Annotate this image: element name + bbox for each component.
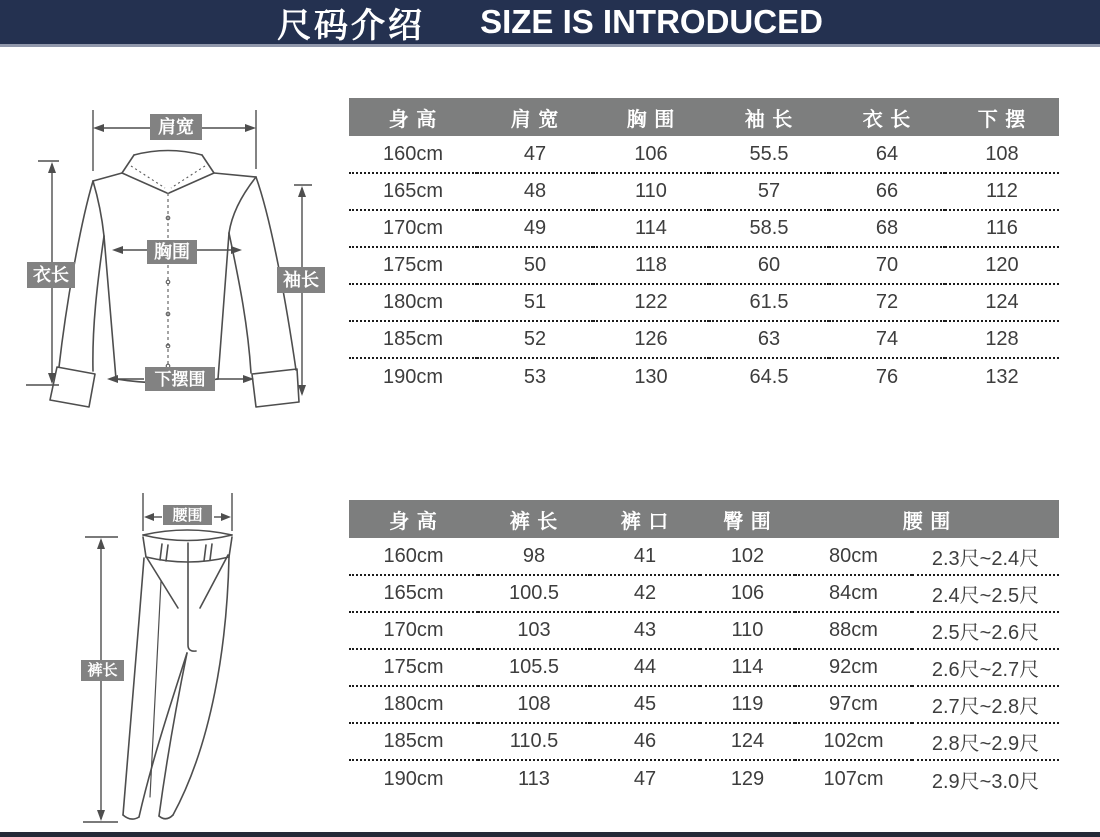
- size-row: [349, 284, 1059, 321]
- size-cell: 58.5: [709, 210, 829, 247]
- size-cell: 190cm: [383, 767, 444, 790]
- size-cell: 165cm: [349, 173, 477, 210]
- size-row: [349, 358, 1059, 395]
- shirt-table-header-row: [349, 98, 1059, 136]
- shirt-placket: [131, 166, 205, 380]
- size-cell: 64.5: [749, 365, 789, 388]
- column-header: 袖 长: [709, 98, 829, 136]
- size-cell: 124: [945, 284, 1059, 321]
- size-row: [349, 247, 1059, 284]
- size-cell: 120: [945, 247, 1059, 284]
- pants-table-body: [349, 538, 1059, 797]
- size-cell: 60: [709, 247, 829, 284]
- shirt-table-body: [349, 136, 1059, 395]
- banner-title-english: SIZE IS INTRODUCED: [480, 3, 823, 40]
- size-cell: 52: [477, 321, 593, 358]
- size-cell: 2.9尺~3.0尺: [931, 770, 1040, 793]
- size-cell: 110: [700, 612, 795, 649]
- size-cell: 46: [590, 723, 700, 760]
- size-cell: 190cm: [382, 365, 444, 388]
- size-cell: 42: [590, 575, 700, 612]
- column-header: 胸 围: [593, 98, 709, 136]
- size-cell: 118: [593, 247, 709, 284]
- size-cell: 61.5: [709, 284, 829, 321]
- size-cell: 47: [633, 767, 657, 790]
- size-row: [349, 538, 1059, 575]
- size-cell: 48: [477, 173, 593, 210]
- size-cell: 114: [700, 649, 795, 686]
- size-cell: 72: [829, 284, 945, 321]
- size-cell: 2.8尺~2.9尺: [912, 723, 1059, 760]
- size-cell: 98: [478, 538, 590, 575]
- size-cell: 124: [700, 723, 795, 760]
- pants-outline: [123, 530, 232, 819]
- size-cell: 43: [590, 612, 700, 649]
- size-cell: 66: [829, 173, 945, 210]
- size-cell: 119: [700, 686, 795, 723]
- size-cell: 76: [875, 365, 899, 388]
- size-cell: 110.5: [478, 723, 590, 760]
- size-row: [349, 612, 1059, 649]
- size-cell: 126: [593, 321, 709, 358]
- size-cell: 108: [945, 136, 1059, 173]
- size-cell: 160cm: [349, 136, 477, 173]
- size-cell: 74: [829, 321, 945, 358]
- size-cell: 185cm: [349, 321, 477, 358]
- size-row: [349, 686, 1059, 723]
- size-cell: 2.3尺~2.4尺: [912, 538, 1059, 575]
- waist-label: 腰围: [163, 505, 212, 525]
- size-cell: 180cm: [349, 284, 477, 321]
- size-cell: 128: [945, 321, 1059, 358]
- size-row: [349, 760, 1059, 797]
- size-row: [349, 210, 1059, 247]
- bottom-bar: [0, 832, 1100, 837]
- size-cell: 92cm: [795, 649, 912, 686]
- banner-title-chinese: 尺码介绍: [277, 6, 426, 45]
- size-cell: 107cm: [823, 767, 884, 790]
- size-cell: 110: [593, 173, 709, 210]
- column-header: 身 高: [349, 98, 477, 136]
- size-row: [349, 575, 1059, 612]
- size-cell: 103: [478, 612, 590, 649]
- size-cell: 2.7尺~2.8尺: [912, 686, 1059, 723]
- size-cell: 112: [945, 173, 1059, 210]
- shoulder-width-label: 肩宽: [150, 114, 202, 140]
- size-cell: 108: [478, 686, 590, 723]
- size-cell: 170cm: [349, 210, 477, 247]
- size-cell: 100.5: [478, 575, 590, 612]
- size-cell: 97cm: [795, 686, 912, 723]
- size-cell: 55.5: [709, 136, 829, 173]
- column-header: 裤 长: [478, 500, 590, 538]
- size-cell: 165cm: [349, 575, 478, 612]
- column-header: 衣 长: [829, 98, 945, 136]
- size-cell: 44: [590, 649, 700, 686]
- column-header: 肩 宽: [477, 98, 593, 136]
- size-cell: 116: [945, 210, 1059, 247]
- size-row: [349, 321, 1059, 358]
- size-cell: 2.4尺~2.5尺: [912, 575, 1059, 612]
- size-cell: 102: [700, 538, 795, 575]
- sleeve-length-label: 袖长: [277, 267, 325, 293]
- column-header: 裤 口: [590, 500, 700, 538]
- pants-size-table: [349, 500, 1059, 797]
- size-cell: 80cm: [795, 538, 912, 575]
- size-cell: 70: [829, 247, 945, 284]
- hem-width-label: 下摆围: [145, 367, 215, 391]
- size-row: [349, 136, 1059, 173]
- size-cell: 49: [477, 210, 593, 247]
- size-row: [349, 649, 1059, 686]
- size-cell: 132: [985, 365, 1019, 388]
- size-cell: 175cm: [349, 649, 478, 686]
- size-cell: 50: [477, 247, 593, 284]
- size-cell: 129: [730, 767, 765, 790]
- size-cell: 106: [700, 575, 795, 612]
- size-cell: 180cm: [349, 686, 478, 723]
- size-cell: 122: [593, 284, 709, 321]
- size-cell: 130: [634, 365, 668, 388]
- column-header: 身 高: [349, 500, 478, 538]
- size-cell: 64: [829, 136, 945, 173]
- pants-table-header-row: [349, 500, 1059, 538]
- size-cell: 88cm: [795, 612, 912, 649]
- size-row: [349, 173, 1059, 210]
- size-cell: 170cm: [349, 612, 478, 649]
- size-cell: 84cm: [795, 575, 912, 612]
- size-cell: 57: [709, 173, 829, 210]
- garment-length-label: 衣长: [27, 262, 75, 288]
- column-header: 腰 围: [795, 500, 1059, 538]
- size-cell: 45: [590, 686, 700, 723]
- size-cell: 53: [523, 365, 547, 388]
- size-cell: 185cm: [349, 723, 478, 760]
- size-cell: 68: [829, 210, 945, 247]
- column-header: 臀 围: [700, 500, 795, 538]
- column-header: 下 摆: [945, 98, 1059, 136]
- pant-length-label: 裤长: [81, 660, 124, 681]
- size-cell: 114: [593, 210, 709, 247]
- size-cell: 106: [593, 136, 709, 173]
- size-cell: 113: [518, 767, 550, 790]
- size-cell: 105.5: [478, 649, 590, 686]
- size-row: [349, 723, 1059, 760]
- shirt-size-table: [349, 98, 1059, 395]
- size-cell: 175cm: [349, 247, 477, 284]
- size-cell: 160cm: [349, 538, 478, 575]
- banner: [0, 0, 1100, 47]
- size-cell: 102cm: [795, 723, 912, 760]
- size-cell: 41: [590, 538, 700, 575]
- size-cell: 63: [709, 321, 829, 358]
- size-cell: 2.5尺~2.6尺: [912, 612, 1059, 649]
- size-cell: 51: [477, 284, 593, 321]
- chest-label: 胸围: [147, 240, 197, 264]
- size-cell: 2.6尺~2.7尺: [912, 649, 1059, 686]
- size-cell: 47: [477, 136, 593, 173]
